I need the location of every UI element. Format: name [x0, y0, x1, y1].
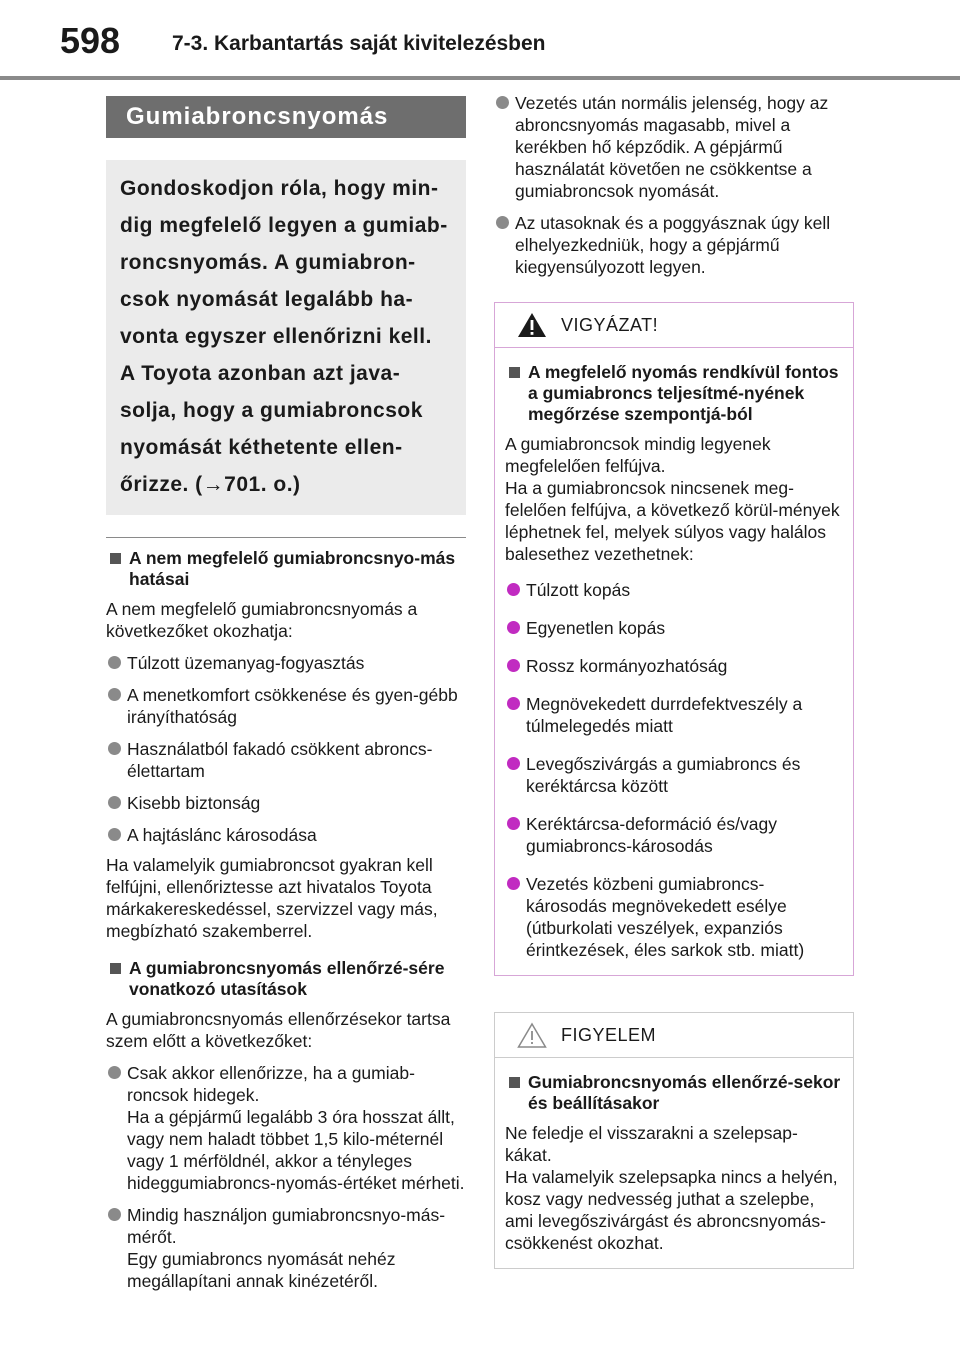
caution-triangle-icon: [517, 1022, 547, 1048]
bullet-dot-icon: [496, 216, 509, 229]
bullet-dot-icon: [507, 659, 520, 672]
list-item: Mindig használjon gumiabroncsnyo-más-mérőt. Egy gumiabroncs nyomását nehéz megállapítani annak kinézetéről.: [106, 1204, 466, 1292]
subsection-heading: A nem megfelelő gumiabroncsnyo-más hatásai: [106, 548, 466, 590]
right-column: [494, 92, 854, 1269]
bullet-dot-icon: [507, 583, 520, 596]
list-item: Rossz kormányozhatóság: [505, 655, 843, 677]
paragraph: A gumiabroncsnyomás ellenőrzésekor tartsa szem előtt a következőket:: [106, 1009, 451, 1051]
bullet-dot-icon: [108, 656, 121, 669]
square-bullet-icon: [110, 963, 121, 974]
bullet-dot-icon: [507, 817, 520, 830]
warning-heading: A megfelelő nyomás rendkívül fontos a gumiabroncs teljesítmé-nyének megőrzése szempontjá-ból: [505, 362, 843, 425]
notice-body: [495, 1058, 853, 1268]
list-item: Levegőszivárgás a gumiabroncs és keréktárcsa között: [505, 753, 843, 797]
list-item: Keréktárcsa-deformáció és/vagy gumiabroncs-károsodás: [505, 813, 843, 857]
square-bullet-icon: [509, 367, 520, 378]
bullet-dot-icon: [108, 1208, 121, 1221]
bullet-dot-icon: [507, 757, 520, 770]
notice-label: FIGYELEM: [561, 1024, 657, 1045]
warning-body: [495, 348, 853, 975]
bullet-dot-icon: [496, 96, 509, 109]
paragraph: A nem megfelelő gumiabroncsnyomás a következőket okozhatja:: [106, 599, 418, 641]
list-item: Vezetés után normális jelenség, hogy az abroncsnyomás magasabb, mivel a kerékben hő képződik. A gépjármű használatát követően ne csökkentse a gumiabroncsok nyomását.: [494, 92, 854, 202]
left-column: [106, 96, 466, 1292]
square-bullet-icon: [110, 553, 121, 564]
notice-header: [495, 1013, 853, 1058]
section-divider: [106, 537, 466, 538]
warning-triangle-icon: [517, 312, 547, 338]
paragraph: A gumiabroncsok mindig legyenek megfelelően felfújva. Ha a gumiabroncsok nincsenek meg-felelően felfújva, a következő körül-mények léphetnek fel, melyek súlyos vagy halálos balesethez vezethetnek:: [505, 434, 840, 564]
bullet-dot-icon: [108, 688, 121, 701]
list-item: Csak akkor ellenőrizze, ha a gumiab-roncsok hidegek. Ha a gépjármű legalább 3 óra hosszat állt, vagy nem haladt többet 1,5 kilo-méternél vagy 1 mérföldnél, akkor a tényleges hideggumiabroncs-nyomás-értéket mérheti.: [106, 1062, 466, 1194]
warning-box: [494, 302, 854, 976]
page-number: 598: [60, 20, 121, 61]
list-item: A hajtáslánc károsodása: [106, 824, 466, 846]
bullet-dot-icon: [108, 1066, 121, 1079]
bullet-dot-icon: [108, 742, 121, 755]
bullet-dot-icon: [507, 621, 520, 634]
subsection-heading: A gumiabroncsnyomás ellenőrzé-sére vonatkozó utasítások: [106, 958, 466, 1000]
warning-label: VIGYÁZAT!: [561, 314, 659, 335]
notice-box: [494, 1012, 854, 1269]
paragraph: Ne feledje el visszarakni a szelepsap-kákat. Ha valamelyik szelepsapka nincs a helyén, kosz vagy nedvesség juthat a szelepbe, ami levegőszivárgást és abroncsnyomás-csökkenést okozhat.: [505, 1123, 838, 1253]
list-item: Túlzott üzemanyag-fogyasztás: [106, 652, 466, 674]
section-title: Gumiabroncsnyomás: [106, 96, 466, 138]
list-item: Megnövekedett durrdefektveszély a túlmelegedés miatt: [505, 693, 843, 737]
chapter-title: 7-3. Karbantartás saját kivitelezésben: [172, 32, 546, 55]
square-bullet-icon: [509, 1077, 520, 1088]
list-item: A menetkomfort csökkenése és gyen-gébb irányíthatóság: [106, 684, 466, 728]
paragraph: Ha valamelyik gumiabroncsot gyakran kell felfújni, ellenőriztesse azt hivatalos Toyota márkakereskedéssel, szervizzel vagy más, megbízható szakemberrel.: [106, 855, 438, 941]
page-header: [0, 0, 960, 80]
list-item: Túlzott kopás: [505, 579, 843, 601]
list-item: Kisebb biztonság: [106, 792, 466, 814]
list-item: Az utasoknak és a poggyásznak úgy kell elhelyezkedniük, hogy a gépjármű kiegyensúlyozott legyen.: [494, 212, 854, 278]
list-item: Egyenetlen kopás: [505, 617, 843, 639]
header-divider: [0, 76, 960, 80]
bullet-dot-icon: [108, 828, 121, 841]
bullet-dot-icon: [507, 877, 520, 890]
notice-heading: Gumiabroncsnyomás ellenőrzé-sekor és beállításakor: [505, 1072, 843, 1114]
warning-header: [495, 303, 853, 348]
list-item: Használatból fakadó csökkent abroncs-élettartam: [106, 738, 466, 782]
intro-box: Gondoskodjon róla, hogy min-dig megfelelő legyen a gumiab-roncsnyomás. A gumiabron-csok nyomását legalább ha-vonta egyszer ellenőrizni kell. A Toyota azonban azt java-solja, hogy a gumiabroncsok nyomását kéthetente ellen-őrizze. (→701. o.): [106, 160, 466, 515]
list-item: Vezetés közbeni gumiabroncs-károsodás megnövekedett esélye (útburkolati veszélyek, expanziós érintkezések, éles sarkok stb. miatt): [505, 873, 843, 961]
bullet-dot-icon: [108, 796, 121, 809]
bullet-dot-icon: [507, 697, 520, 710]
